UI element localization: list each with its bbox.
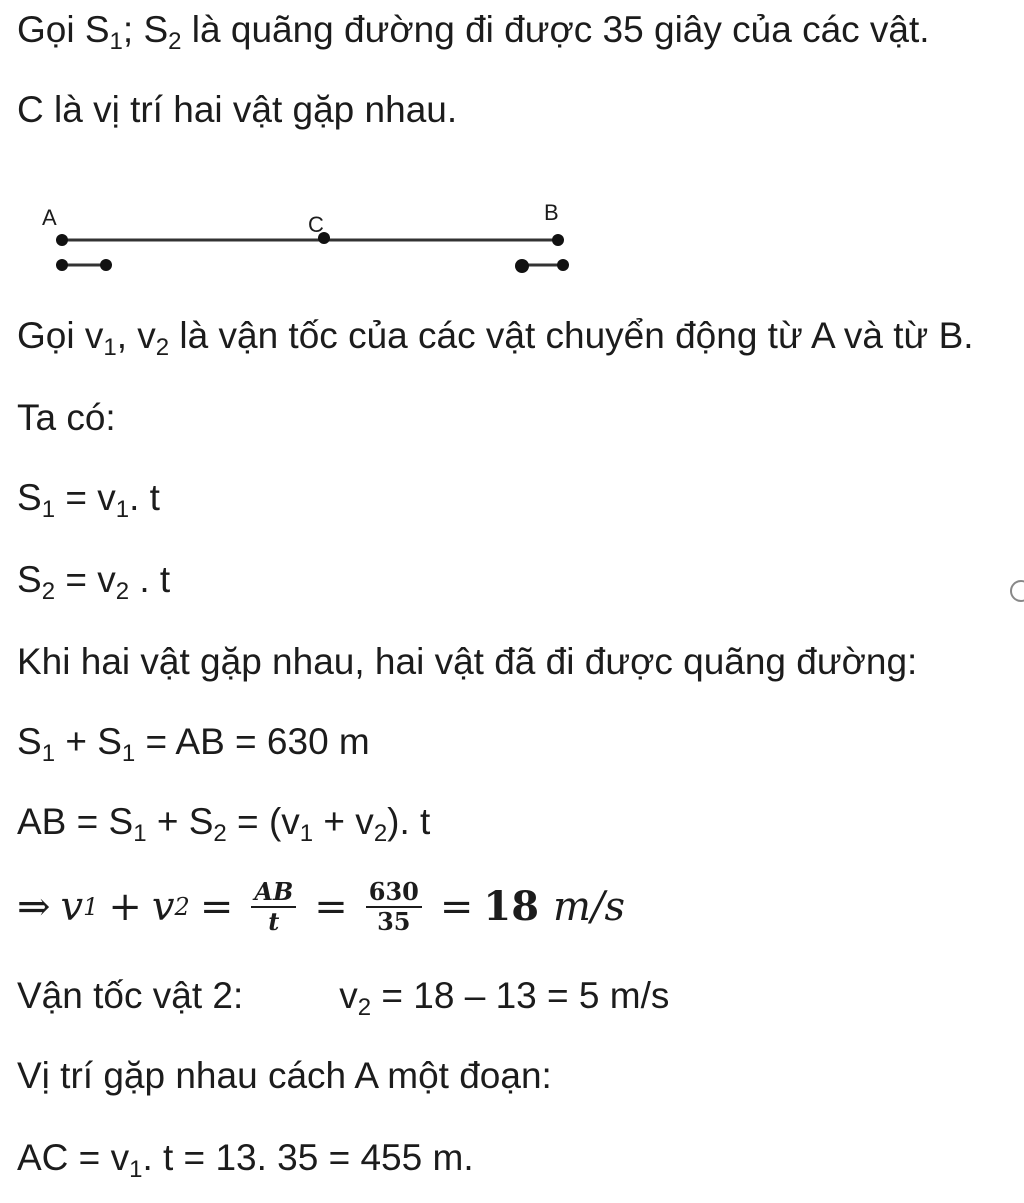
label-b: B bbox=[544, 200, 559, 225]
text-line-9: AB = $S_1 + S_2 = (v_1 + v_2)$. t bbox=[17, 801, 431, 847]
text-line-7: Khi hai vật gặp nhau, hai vật đã đi được quãng đường: bbox=[17, 641, 918, 682]
point-a bbox=[56, 234, 68, 246]
label-a: A bbox=[42, 205, 57, 230]
text-line-6: $S_2 = v_2$ . t bbox=[17, 559, 171, 605]
text-line-3: Gọi $v_1$, $v_2$ là vận tốc của các vật chuyển động từ A và từ B. bbox=[17, 315, 974, 361]
label-c: C bbox=[308, 212, 324, 237]
point-b bbox=[552, 234, 564, 246]
arrow-b-end bbox=[515, 259, 529, 273]
edge-circle-icon bbox=[1010, 580, 1024, 602]
text-line-13: AC = $v_1$. t = 13. 35 = 455 m. bbox=[17, 1137, 474, 1183]
text-line-11: Vận tốc vật 2: $v_2 = 18 - 13 = 5$ m/s bbox=[17, 975, 670, 1021]
text-line-2: C là vị trí hai vật gặp nhau. bbox=[17, 89, 458, 130]
arrow-a-end bbox=[100, 259, 112, 271]
text-line-5: $S_1 = v_1$. t bbox=[17, 477, 160, 523]
math-equation: ⇒ v 1 + v 2 = $\frac{AB}{t}$ = $\frac{630}{35}$ = 18 m/s bbox=[17, 877, 625, 936]
arrow-a-start bbox=[56, 259, 68, 271]
text-line-12: Vị trí gặp nhau cách A một đoạn: bbox=[17, 1055, 552, 1096]
fraction-630-over-35: $\frac{630}{35}$ bbox=[366, 878, 422, 936]
text-line-8: $S_1 + S_1$ = AB = 630 m bbox=[17, 721, 370, 767]
text-line-4: Ta có: bbox=[17, 397, 116, 438]
fraction-ab-over-t: $\frac{AB}{t}$ bbox=[251, 878, 296, 936]
segment-diagram bbox=[30, 190, 590, 285]
arrow-b-start bbox=[557, 259, 569, 271]
text-line-1: Gọi $S_1$; $S_2$ là quãng đường đi được 35 giây của các vật. bbox=[17, 9, 930, 55]
